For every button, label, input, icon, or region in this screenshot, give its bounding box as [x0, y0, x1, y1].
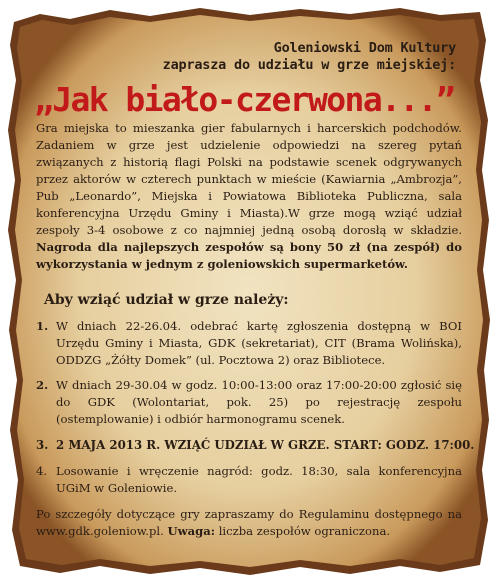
item-number: 4.	[36, 464, 48, 478]
outro-paragraph	[36, 506, 462, 540]
item-number: 1.	[36, 319, 49, 333]
invitation-line: zaprasza do udziału w grze miejskiej:	[162, 57, 456, 73]
prize-info: Nagroda dla najlepszych zespołów są bony 50 zł (na zespół) do wykorzystania w jednym z goleniowskich supermarketów.	[36, 240, 462, 271]
event-title: „Jak biało-czerwona...”	[34, 80, 455, 119]
item-text: Losowanie i wręczenie nagród: godz. 18:30, sala konferencyjna UGiM w Goleniowie.	[56, 464, 462, 495]
outro-note: liczba zespołów ograniczona.	[215, 524, 391, 538]
item-text: W dniach 22-26.04. odebrać kartę zgłoszenia dostępną w BOI Urzędu Gminy i Miasta, GDK (sekretariat), CIT (Brama Wolińska), ODDZG „Żółty Domek” (ul. Pocztowa 2) oraz Bibliotece.	[56, 319, 462, 367]
list-item	[36, 463, 462, 497]
intro-text: Gra miejska to mieszanka gier fabularnych i harcerskich podchodów. Zadaniem w grze jest udzielenie odpowiedzi na szereg pytań związanych z historią flagi Polski na podstawie scenek odgrywanych przez aktorów w czterech punktach w mieście (Kawiarnia „Ambrozja”, Pub „Leonardo”, Miejska i Powiatowa Biblioteka Publiczna, sala konferencyjna Urzędu Gminy i Miasta).W grze mogą wziąć udział zespoły 3-4 osobowe z co najmniej jedną osobą dorosłą w składzie.	[36, 121, 462, 237]
list-item	[36, 377, 462, 428]
section-heading: Aby wziąć udział w grze należy:	[44, 292, 289, 308]
item-text: 2 MAJA 2013 R. WZIĄĆ UDZIAŁ W GRZE. START: GODZ. 17:00.	[56, 438, 475, 452]
item-text: W dniach 29-30.04 w godz. 10:00-13:00 oraz 17:00-20:00 zgłosić się do GDK (Wolontariat, pok. 25) po rejestrację zespołu (ostemplowanie) i odbiór harmonogramu scenek.	[56, 378, 462, 426]
outro-text: Po szczegóły dotyczące gry zapraszamy do Regulaminu dostępnego na www.gdk.goleniow.pl.	[36, 507, 462, 538]
organizer-name: Goleniowski Dom Kultury	[273, 40, 456, 56]
intro-paragraph	[36, 120, 462, 273]
warning-label: Uwaga:	[167, 524, 216, 538]
item-number: 2.	[36, 378, 49, 392]
list-item	[36, 437, 475, 454]
item-number: 3.	[36, 438, 49, 452]
list-item	[36, 318, 462, 369]
